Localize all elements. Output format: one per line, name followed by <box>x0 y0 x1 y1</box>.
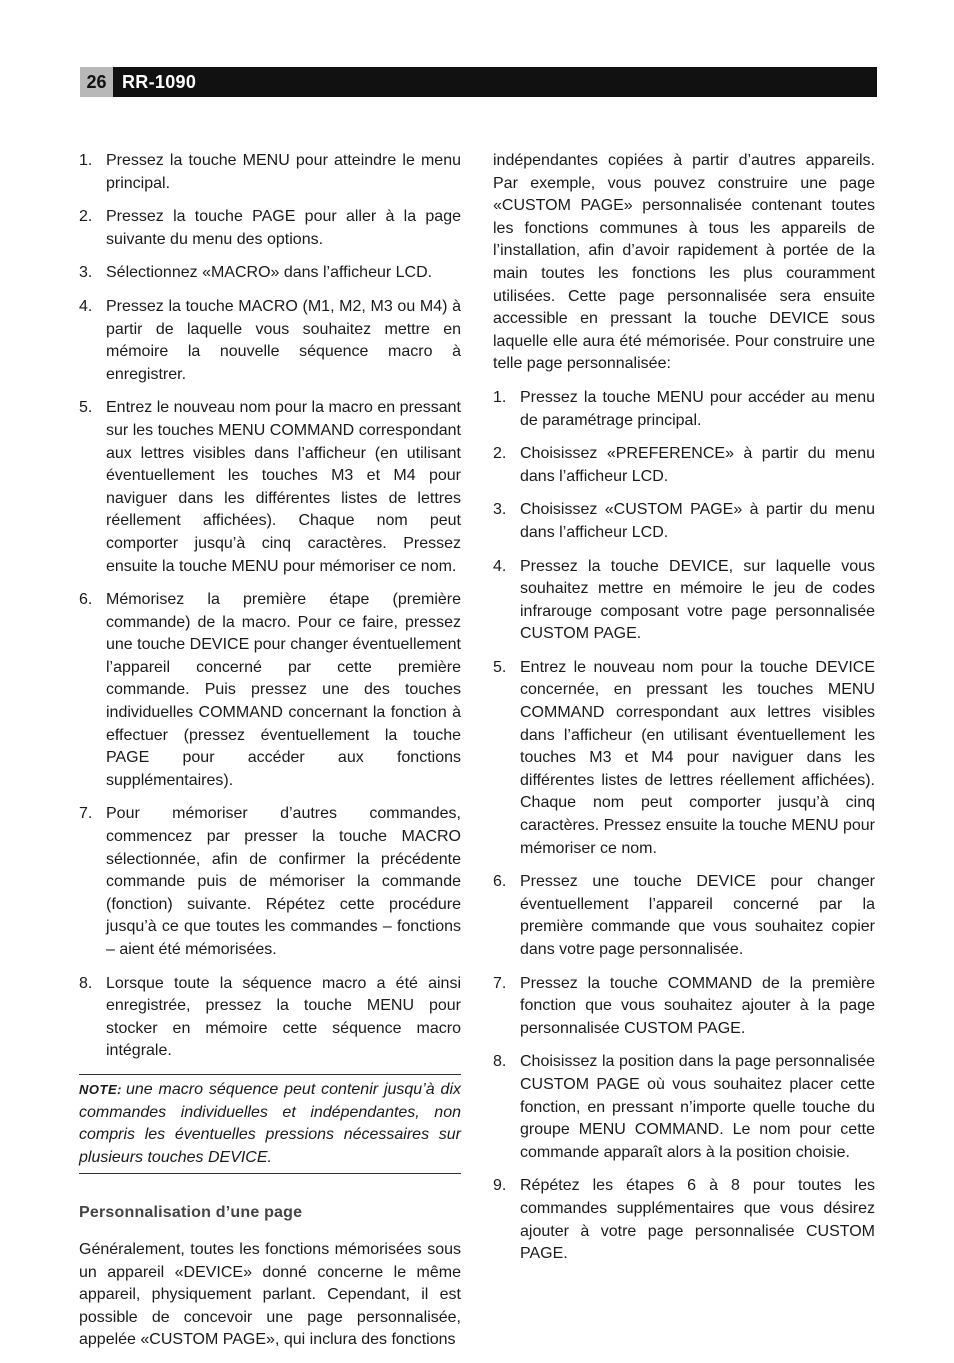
step-number: 5. <box>79 399 93 417</box>
step-number: 4. <box>493 557 507 575</box>
note-box <box>79 1074 461 1174</box>
step-text: Pressez la touche DEVICE, sur laquelle vous souhaitez mettre en mémoire le jeu de codes infrarouge composant votre page personnalisée CUSTOM PAGE. <box>520 557 875 643</box>
step-text: Pressez la touche MENU pour accéder au menu de paramétrage principal. <box>520 388 875 429</box>
list-item <box>79 803 461 961</box>
step-text: Choisissez «CUSTOM PAGE» à partir du menu dans l’afficheur LCD. <box>520 501 875 541</box>
list-item <box>493 556 875 646</box>
list-item <box>493 443 875 488</box>
step-number: 3. <box>493 501 507 519</box>
step-number: 1. <box>493 388 507 406</box>
right-column <box>493 150 875 1277</box>
step-text: Pressez la touche PAGE pour aller à la page suivante du menu des options. <box>106 208 461 248</box>
list-item <box>493 1175 875 1265</box>
page-number: 26 <box>80 67 113 97</box>
step-text: Répétez les étapes 6 à 8 pour toutes les commandes supplémentaires que vous désirez ajouter à votre page personnalisée CUSTOM PAGE. <box>520 1177 875 1263</box>
list-item <box>79 296 461 386</box>
list-item <box>493 871 875 961</box>
step-number: 6. <box>493 873 507 891</box>
step-text: Entrez le nouveau nom pour la touche DEVICE concernée, en pressant les touches MENU COMMAND correspondant aux lettres visibles dans l’afficheur (en utilisant éventuellement les touches M3 et M4 pour naviguer dans les différentes listes de lettres réellement affichées). Chaque nom peut comporter jusqu’à cinq caractères. Pressez ensuite la touche MENU pour mémoriser ce nom. <box>520 658 875 857</box>
list-item <box>493 387 875 432</box>
list-item <box>493 657 875 860</box>
step-text: Sélectionnez «MACRO» dans l’afficheur LCD. <box>106 264 433 282</box>
list-item <box>493 973 875 1041</box>
section-intro: Généralement, toutes les fonctions mémorisées sous un appareil «DEVICE» donné concerne le même appareil, physiquement parlant. Cependant, il est possible de concevoir une page personnalisée, appelée «CUSTOM PAGE», qui inclura des fonctions <box>79 1240 461 1349</box>
step-number: 9. <box>493 1177 507 1195</box>
step-number: 8. <box>493 1053 507 1071</box>
continued-paragraph: indépendantes copiées à partir d’autres appareils. Par exemple, vous pouvez construire une page «CUSTOM PAGE» personnalisée contenant toutes les fonctions communes à tous les appareils de l’installation, afin d’avoir rapidement à portée de la main toutes les fonctions les plus couramment utilisées. Cette page personnalisée sera ensuite accessible en pressant la touche DEVICE sous laquelle elle aura été mémorisée. Pour construire une telle page personnalisée: <box>493 152 875 373</box>
step-number: 2. <box>79 208 93 226</box>
step-text: Pressez la touche COMMAND de la première fonction que vous souhaitez ajouter à la page personnalisée CUSTOM PAGE. <box>520 974 875 1037</box>
macro-steps-list <box>79 150 461 1063</box>
step-number: 8. <box>79 974 93 992</box>
list-item <box>79 150 461 195</box>
page-header <box>80 67 877 97</box>
list-item <box>79 206 461 251</box>
custom-page-steps-list <box>493 387 875 1266</box>
step-text: Mémorisez la première étape (première commande) de la macro. Pour ce faire, pressez une touche DEVICE pour changer éventuellement l’appareil concerné par cette première commande. Puis pressez une des touches individuelles COMMAND concernant la fonction à effectuer (pressez éventuellement la touche PAGE pour accéder aux fonctions supplémentaires). <box>106 591 461 789</box>
list-item <box>79 589 461 792</box>
step-number: 4. <box>79 297 93 315</box>
note-label: NOTE: <box>79 1081 122 1097</box>
step-text: Pressez la touche MENU pour atteindre le menu principal. <box>106 152 461 192</box>
step-text: Pour mémoriser d’autres commandes, commencez par presser la touche MACRO sélectionnée, afin de confirmer la précédente commande puis de mémoriser la commande (fonction) suivante. Répétez cette procédure jusqu’à ce que toutes les commandes – fonctions – aient été mémorisées. <box>106 805 461 958</box>
step-text: Lorsque toute la séquence macro a été ainsi enregistrée, pressez la touche MENU pour stocker en mémoire cette séquence macro intégrale. <box>106 974 461 1060</box>
step-text: Pressez la touche MACRO (M1, M2, M3 ou M4) à partir de laquelle vous souhaitez mettre en mémoire la nouvelle séquence macro à enregistrer. <box>106 297 461 383</box>
list-item <box>79 397 461 578</box>
list-item <box>79 262 461 285</box>
step-number: 7. <box>493 974 507 992</box>
step-text: Choisissez la position dans la page personnalisée CUSTOM PAGE où vous souhaitez placer cette fonction, en pressant n’importe quelle touche du groupe MENU COMMAND. Le nom pour cette commande apparaît alors à la position choisie. <box>520 1053 875 1161</box>
step-number: 3. <box>79 264 93 282</box>
step-number: 2. <box>493 445 507 463</box>
list-item <box>493 1051 875 1164</box>
model-title: RR-1090 <box>122 71 197 92</box>
left-column <box>79 150 461 1363</box>
step-number: 6. <box>79 591 93 609</box>
step-text: Choisissez «PREFERENCE» à partir du menu dans l’afficheur LCD. <box>520 445 875 485</box>
note-text: une macro séquence peut contenir jusqu’à dix commandes individuelles et indépendantes, non compris les éventuelles pressions nécessaires sur plusieurs touches DEVICE. <box>79 1080 461 1166</box>
step-number: 1. <box>79 152 93 169</box>
list-item <box>79 973 461 1063</box>
step-text: Pressez une touche DEVICE pour changer éventuellement l’appareil concerné par la première commande que vous souhaitez copier dans votre page personnalisée. <box>520 873 875 958</box>
list-item <box>493 499 875 544</box>
step-number: 7. <box>79 805 93 823</box>
step-text: Entrez le nouveau nom pour la macro en pressant sur les touches MENU COMMAND correspondant aux lettres visibles dans l’afficheur (en utilisant éventuellement les touches M3 et M4 pour naviguer dans les différentes listes de lettres réellement affichées). Chaque nom peut comporter jusqu’à cinq caractères. Pressez ensuite la touche MENU pour mémoriser ce nom. <box>106 399 461 575</box>
step-number: 5. <box>493 658 507 676</box>
section-title: Personnalisation d’une page <box>79 1204 303 1222</box>
